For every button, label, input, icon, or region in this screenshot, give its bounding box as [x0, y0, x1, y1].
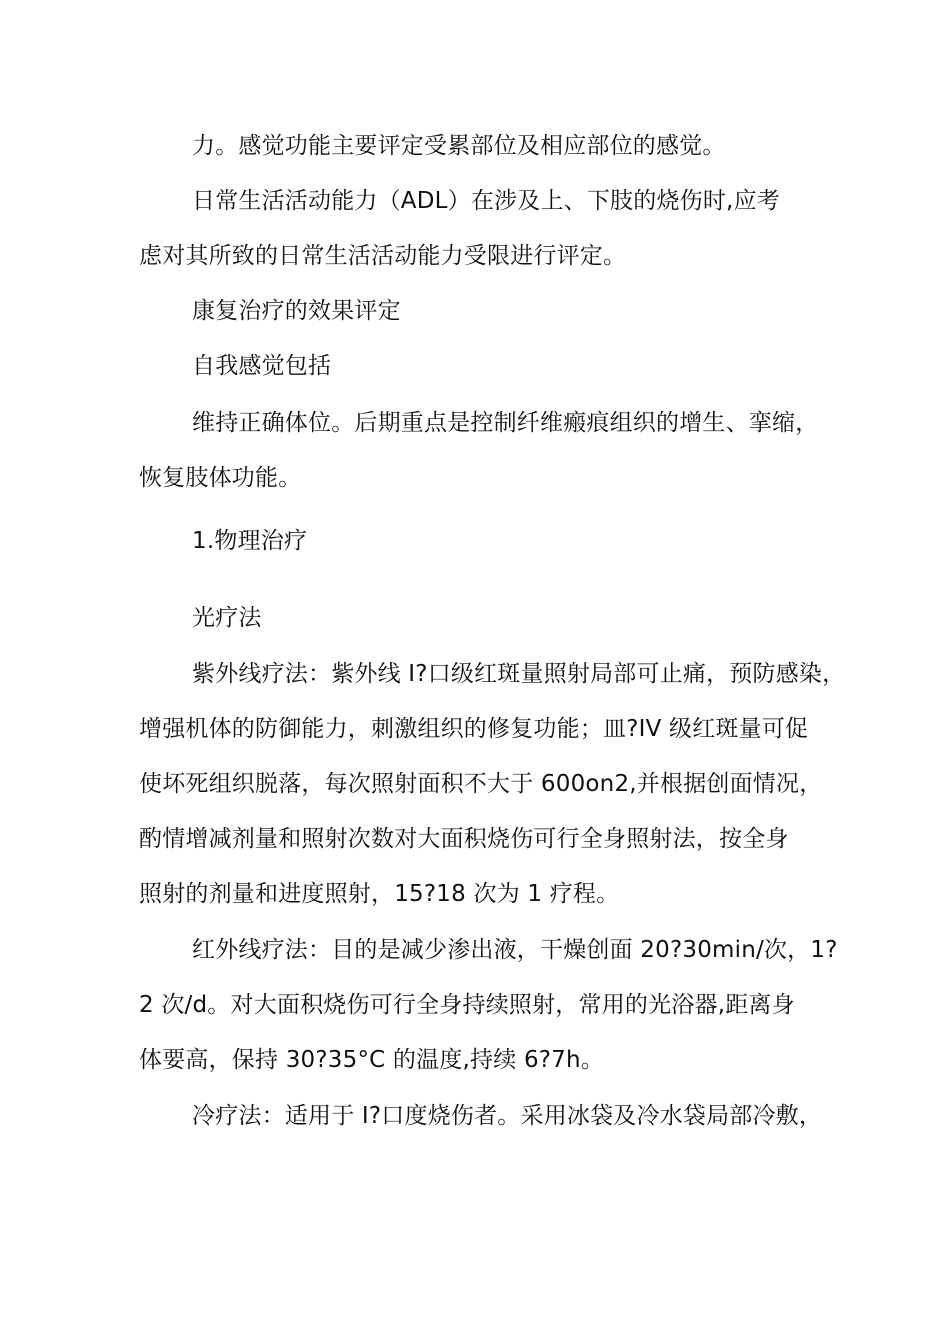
text-line-14: 照射的剂量和进度照射，15?18 次为 1 疗程。: [139, 881, 620, 907]
text-line-3: 虑对其所致的日常生活活动能力受限进行评定。: [139, 243, 627, 269]
section-heading-rehab-effect: 康复治疗的效果评定: [192, 298, 401, 324]
text-line-13: 酌情增减剂量和照射次数对大面积烧伤可行全身照射法，按全身: [139, 826, 789, 852]
text-line-2: 日常生活活动能力（ADL）在涉及上、下肢的烧伤时,应考: [192, 188, 780, 214]
text-line-1: 力。感觉功能主要评定受累部位及相应部位的感觉。: [192, 133, 726, 159]
text-line-10: 紫外线疗法：紫外线 I?口级红斑量照射局部可止痛，预防感染，: [192, 661, 846, 687]
section-heading-phototherapy: 光疗法: [192, 605, 262, 631]
text-line-18: 冷疗法：适用于 I?口度烧伤者。采用冰袋及冷水袋局部冷敷，: [192, 1103, 823, 1129]
text-line-12: 使坏死组织脱落，每次照射面积不大于 600on2,并根据创面情况，: [139, 771, 823, 797]
text-line-6: 维持正确体位。后期重点是控制纤维瘢痕组织的增生、挛缩，: [192, 410, 819, 436]
section-heading-physical-therapy: 1.物理治疗: [192, 528, 308, 554]
text-line-15: 红外线疗法：目的是减少渗出液，干燥创面 20?30min/次，1?: [192, 937, 838, 963]
text-line-5: 自我感觉包括: [192, 353, 332, 379]
text-line-16: 2 次/d。对大面积烧伤可行全身持续照射，常用的光浴器,距离身: [139, 992, 795, 1018]
text-line-11: 增强机体的防御能力，刺激组织的修复功能；皿?IV 级红斑量可促: [139, 716, 809, 742]
text-line-7: 恢复肢体功能。: [139, 465, 302, 491]
text-line-17: 体要高，保持 30?35°C 的温度,持续 6?7h。: [139, 1047, 604, 1073]
